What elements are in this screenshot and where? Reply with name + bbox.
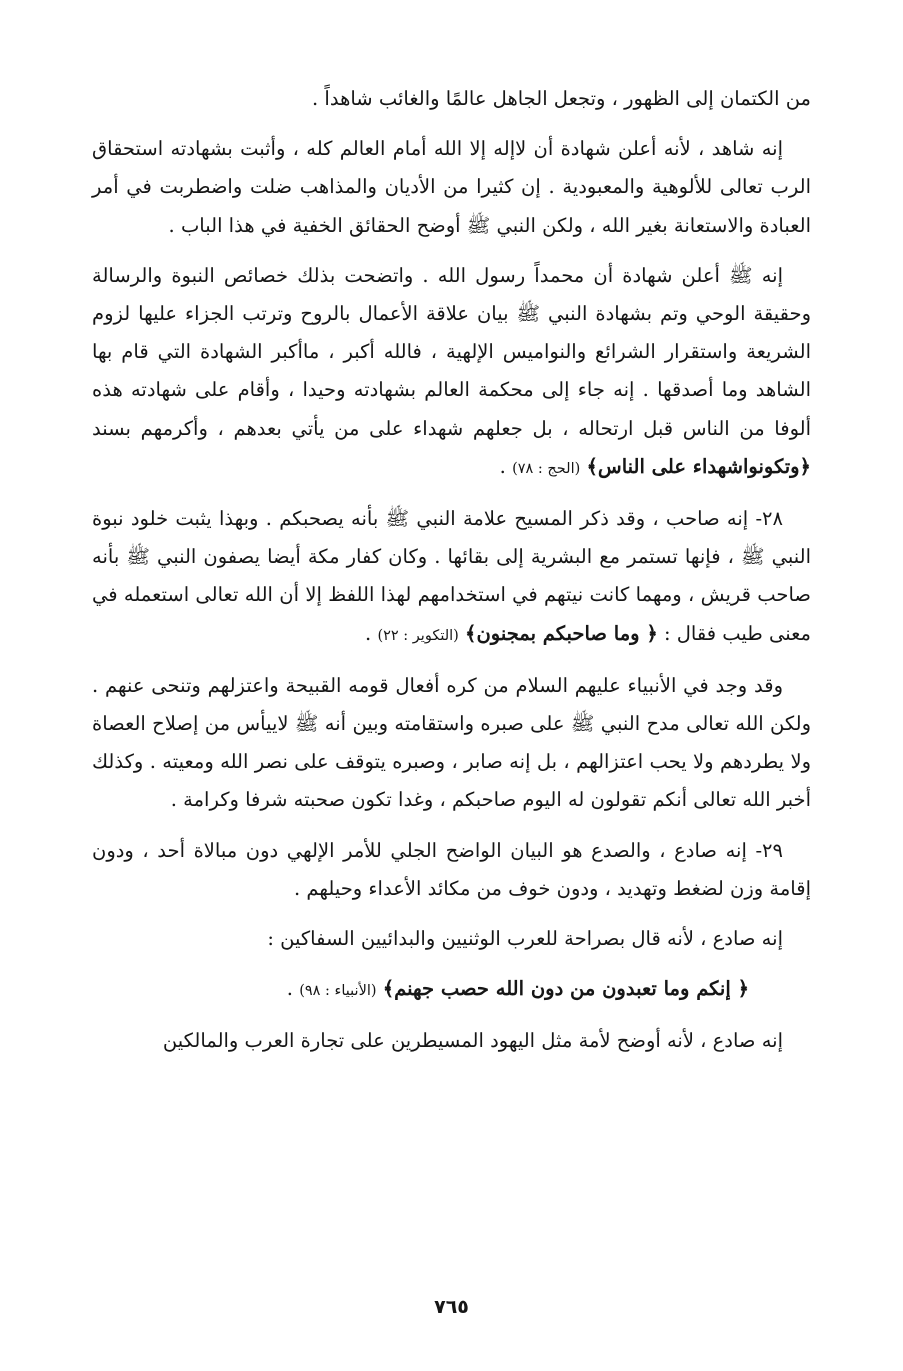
paragraph (92, 257, 811, 488)
paragraph-text: ٢٩- إنه صادع ، والصدع هو البيان الواضح الجلي للأمر الإلهي دون مبالاة أحد ، ودون إقامة وزن لضغط وتهديد ، ودون خوف من مكائد الأعداء وحيلهم . (92, 838, 811, 900)
quran-verse: ﴿وتكونواشهداء على الناس﴾ (586, 454, 811, 478)
paragraph-text: إنه شاهد ، لأنه أعلن شهادة أن لاإله إلا الله أمام العالم كله ، وأثبت بشهادته استحقاق الرب تعالى للألوهية والمعبودية . إن كثيرا من الأديان والمذاهب ضلت واضطربت في أمر العبادة والاستعانة بغير الله ، ولكن النبي ﷺ أوضح الحقائق الخفية في هذا الباب . (92, 137, 811, 237)
page-body (92, 80, 811, 1073)
paragraph-text: إنه ﷺ أعلن شهادة أن محمداً رسول الله . واتضحت بذلك خصائص النبوة والرسالة وحقيقة الوحي وتم بشهادة النبي ﷺ بيان علاقة الأعمال بالروح وترتب الجزاء عليها لزوم الشريعة واستقرار الشرائع والنواميس الإلهية ، فالله أكبر ، ماأكبر الشهادة التي قام بها الشاهد وما أصدقها . إنه جاء إلى محكمة العالم بشهادته وحيدا ، وأقام على شهادته هذه ألوفا من الناس قبل ارتحاله ، بل جعلهم شهداء على من يأتي بعدهم ، وأكرمهم بسند (92, 263, 811, 440)
paragraph (92, 667, 811, 820)
paragraph-text: إنه صادع ، لأنه أوضح لأمة مثل اليهود المسيطرين على تجارة العرب والمالكين (162, 1029, 783, 1053)
paragraph-text: . (286, 977, 300, 1001)
paragraph-text: . (365, 621, 378, 645)
paragraph (92, 80, 811, 118)
paragraph-text: ٢٨- إنه صاحب ، وقد ذكر المسيح علامة النبي ﷺ بأنه يصحبكم . وبهذا يثبت خلود نبوة النبي ﷺ ، فإنها تستمر مع البشرية إلى بقائها . وكان كفار مكة أيضا يصفون النبي ﷺ بأنه صاحب قريش ، ومهما كانت نيتهم في استخدامهم لهذا اللفظ إلا أن الله تعالى استعمله في معنى طيب فقال : (92, 507, 811, 645)
verse-reference: (التكوير : ٢٢) (377, 627, 459, 644)
paragraph-text: من الكتمان إلى الظهور ، وتجعل الجاهل عالمًا والغائب شاهداً . (312, 87, 811, 110)
paragraph-text: إنه صادع ، لأنه قال بصراحة للعرب الوثنيين والبدائيين السفاكين : (267, 927, 783, 951)
paragraph (92, 920, 811, 958)
paragraph (92, 1022, 811, 1060)
paragraph (92, 130, 811, 245)
quran-verse: ﴿ إنكم وما تعبدون من دون الله حصب جهنم﴾ (382, 977, 749, 1001)
quran-verse: ﴿ وما صاحبكم بمجنون﴾ (465, 621, 658, 645)
paragraph-text: . (499, 454, 513, 478)
verse-reference: (الحج : ٧٨) (512, 460, 581, 477)
verse-reference: (الأنبياء : ٩٨) (299, 983, 377, 1000)
paragraph (92, 970, 811, 1010)
paragraph (92, 500, 811, 655)
paragraph (92, 832, 811, 908)
page-number: ٧٦٥ (434, 1296, 469, 1318)
paragraph-text: وقد وجد في الأنبياء عليهم السلام من كره أفعال قومه القبيحة واعتزلهم وتنحى عنهم . ولكن الله تعالى مدح النبي ﷺ على صبره واستقامته وبين أنه ﷺ لاييأس من إصلاح العصاة ولا يطردهم ولا يحب اعتزالهم ، بل إنه صابر ، وصبره يتوقف على نصر الله ومعيته . وكذلك أخبر الله تعالى أنكم تقولون له اليوم صاحبكم ، وغدا تكون صحبته شرفا وكرامة . (92, 673, 811, 812)
